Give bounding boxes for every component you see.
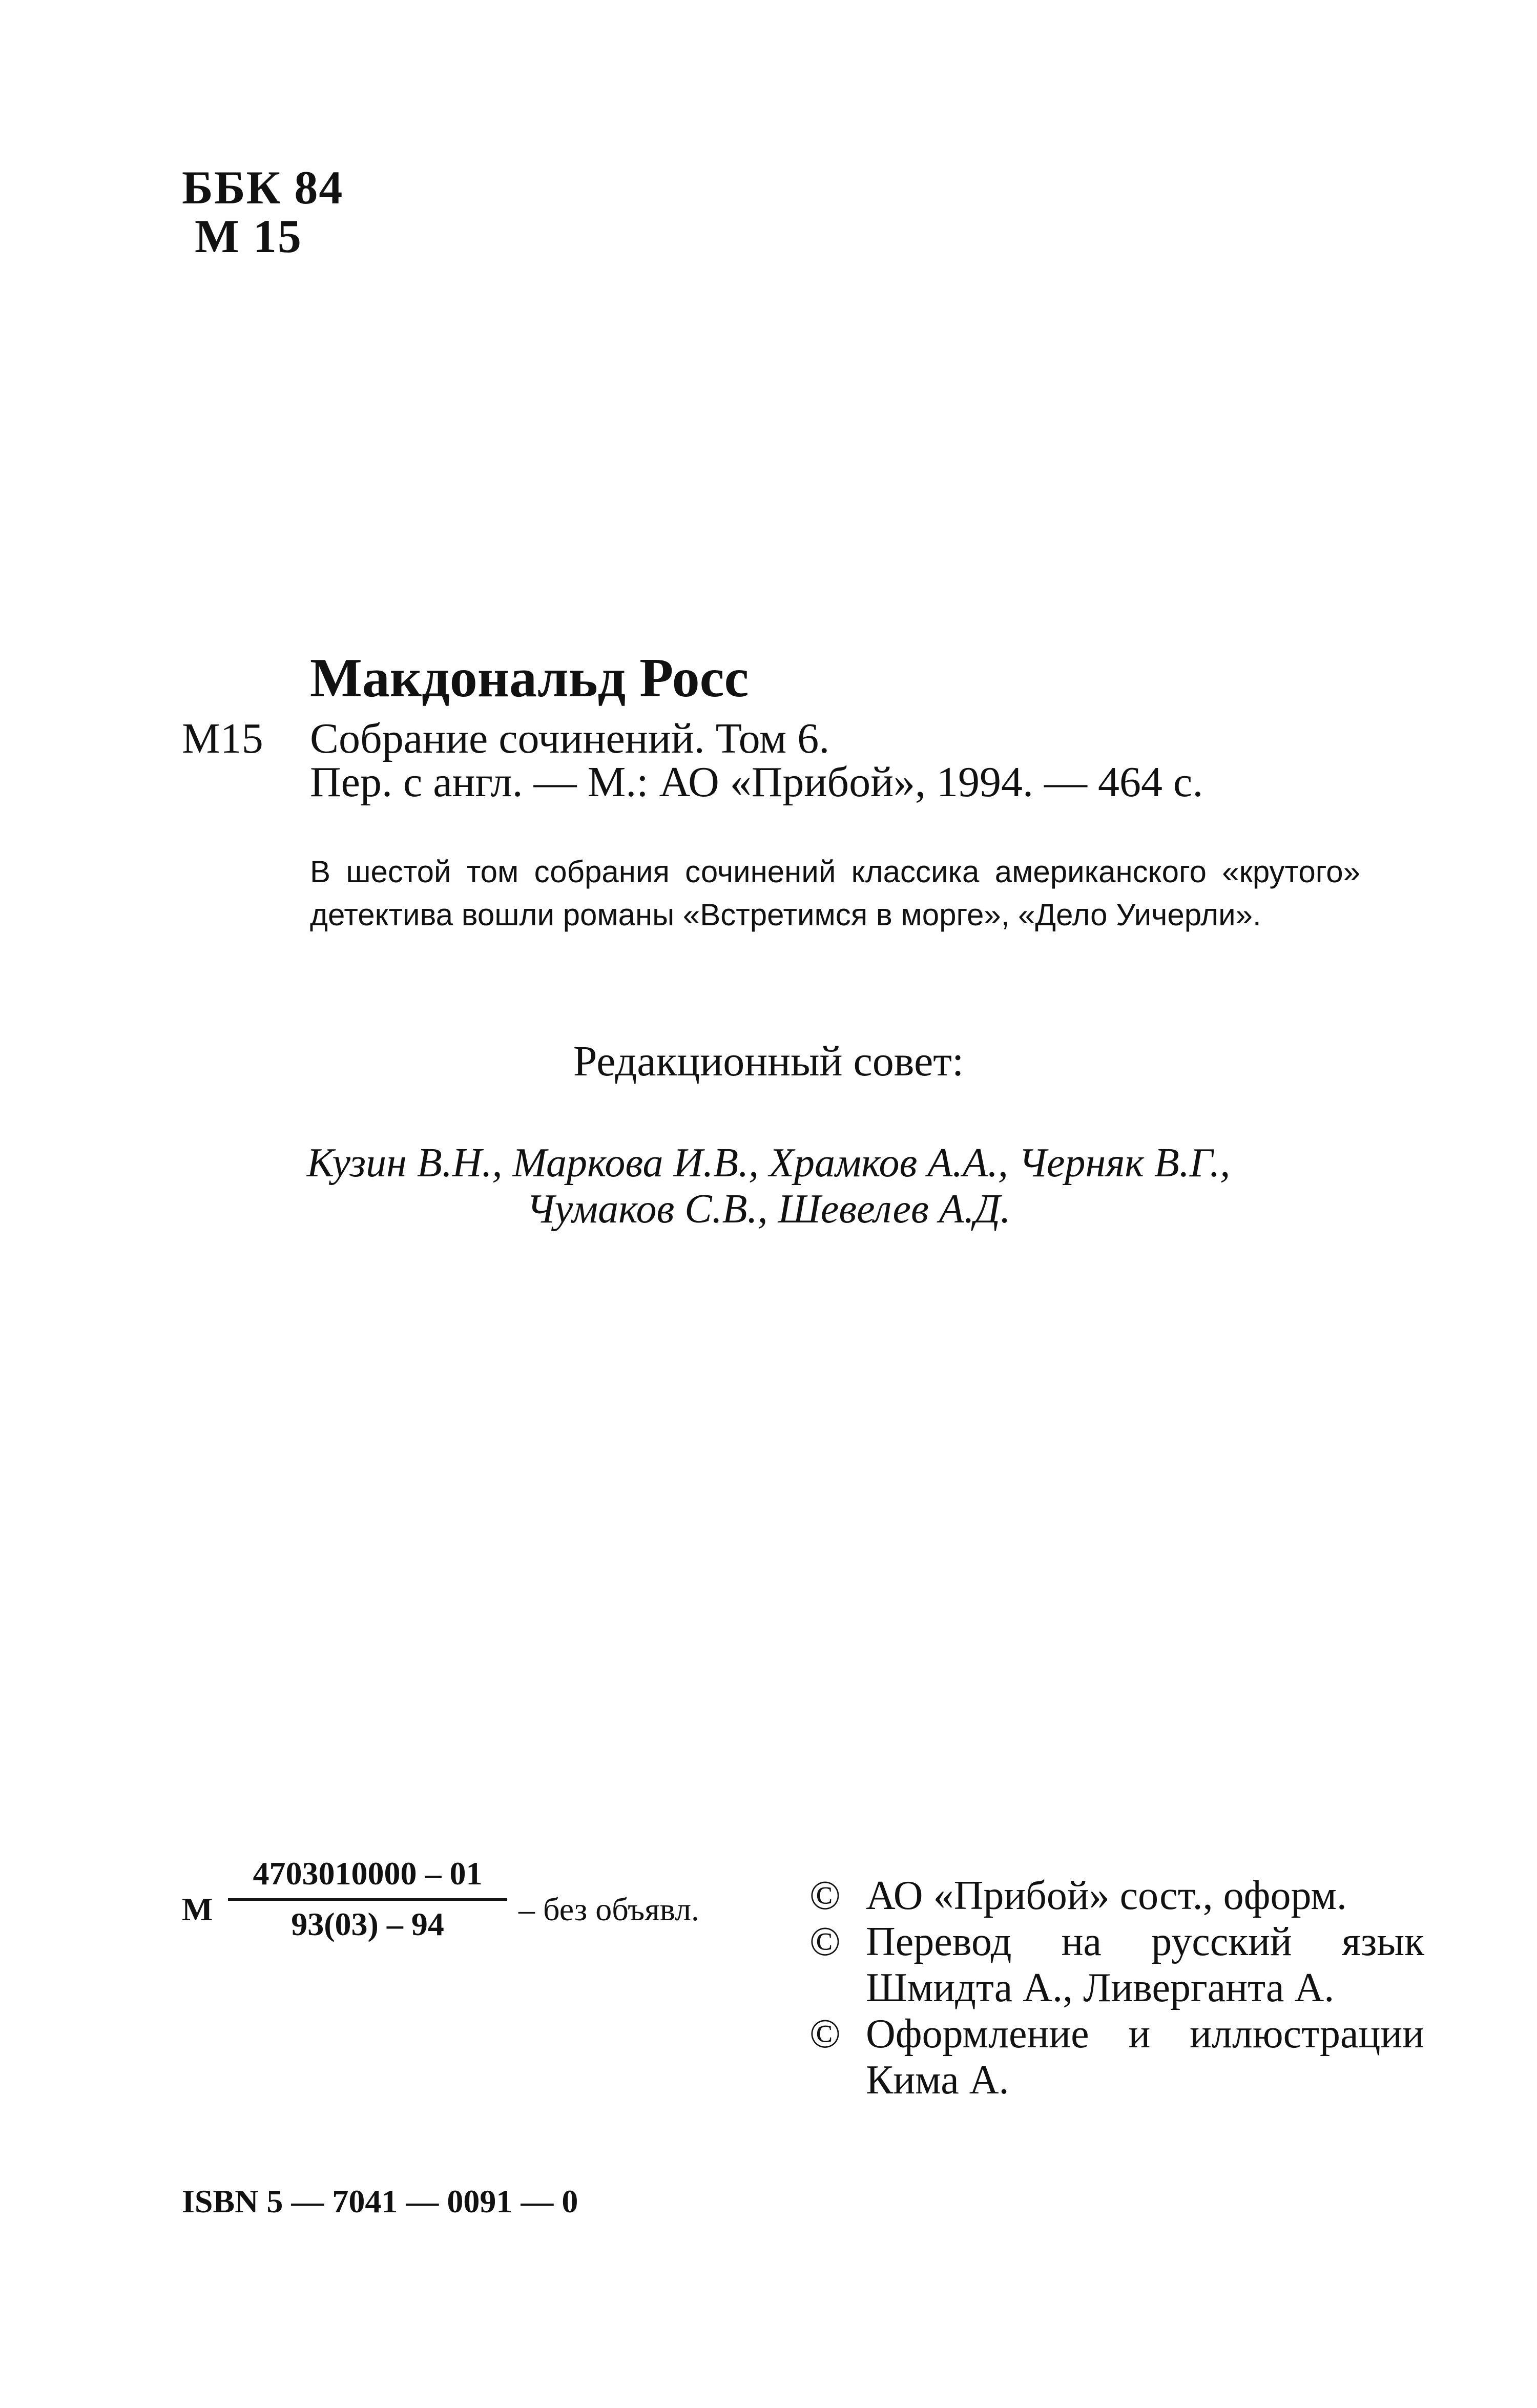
copyright-notice: [809, 1919, 1424, 2011]
editorial-board-members-line2: Чумаков С.В., Шевелев А.Д.: [526, 1187, 1011, 1232]
imprint-numerator: 4703010000 – 01: [253, 1855, 483, 1892]
copyright-notices: [809, 1873, 1424, 2103]
author-mark: М 15: [195, 210, 302, 262]
copyright-icon: ©: [809, 1919, 841, 1964]
shelf-code: М15: [182, 715, 263, 762]
editorial-board-members-line1: Кузин В.Н., Маркова И.В., Храмков А.А., Черняк В.Г.,: [306, 1140, 1231, 1186]
author-name: Макдональд Росс: [310, 648, 749, 709]
publication-details: Пер. с англ. — М.: АО «Прибой», 1994. — 464 с.: [310, 758, 1203, 806]
copyright-text: АО «Прибой» сост., оформ.: [866, 1873, 1347, 1918]
copyright-icon: ©: [809, 1873, 841, 1918]
imprint-suffix: – без объявл.: [518, 1891, 699, 1927]
imprint-fraction: [228, 1857, 507, 1941]
copyright-text: Оформление и иллюстрации Кима А.: [866, 2011, 1424, 2103]
isbn-number: ISBN 5 — 7041 — 0091 — 0: [182, 2183, 578, 2219]
copyright-notice: [809, 1873, 1424, 1919]
imprint-denominator: 93(03) – 94: [291, 1906, 444, 1942]
editorial-board-heading: Редакционный совет:: [573, 1037, 964, 1085]
copyright-notice: [809, 2011, 1424, 2103]
book-title: Собрание сочинений. Том 6.: [310, 715, 830, 762]
imprint-prefix: М: [182, 1891, 213, 1927]
bbk-classification: ББК 84: [182, 161, 344, 214]
annotation-paragraph: В шестой том собрания сочинений классика американского «крутого» детектива вошли романы «Встретимся в морге», «Дело Уичерли».: [310, 855, 1360, 932]
copyright-text: Перевод на русский язык Шмидта А., Ливерганта А.: [866, 1919, 1424, 2010]
copyright-icon: ©: [809, 2011, 841, 2057]
